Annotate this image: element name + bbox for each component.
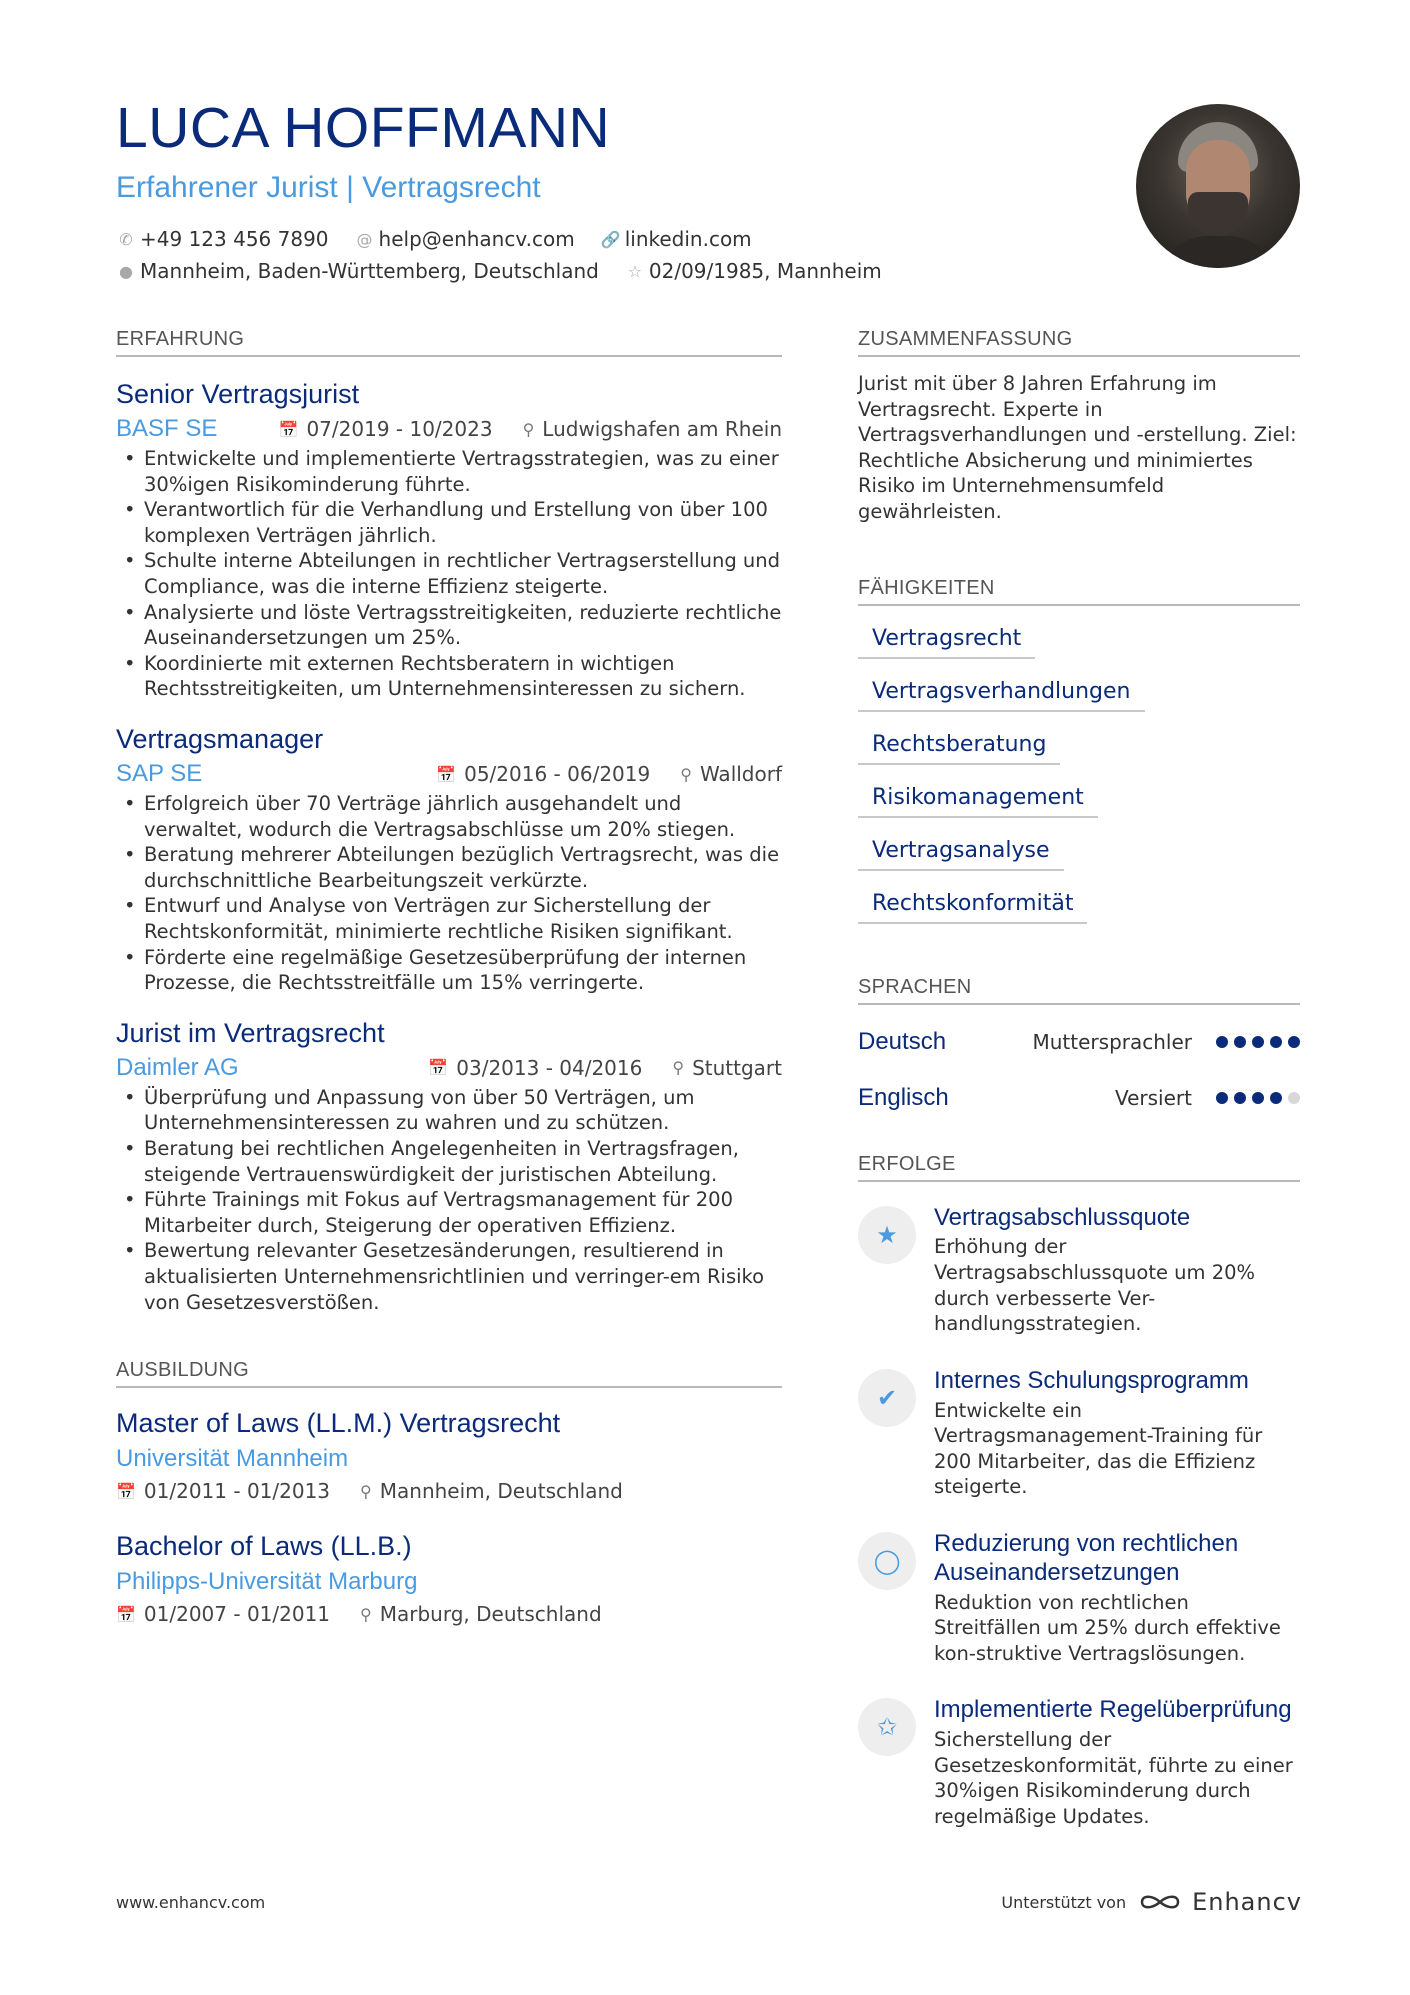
location-text: Ludwigshafen am Rhein <box>542 417 782 442</box>
job-title: Jurist im Vertragsrecht <box>116 1017 385 1048</box>
language-rating <box>1210 1036 1300 1048</box>
degree-title: Bachelor of Laws (LL.B.) <box>116 1531 412 1562</box>
achievement-item <box>858 1530 1300 1666</box>
footer-site-link[interactable]: www.enhancv.com <box>116 1892 266 1912</box>
profile-photo <box>1136 104 1300 268</box>
job-title: Senior Vertragsjurist <box>116 379 360 409</box>
language-row <box>858 1079 1300 1117</box>
job-location <box>523 417 782 441</box>
linkedin-text[interactable]: linkedin.com <box>624 227 752 251</box>
lightbulb-icon: ◯ <box>858 1532 916 1590</box>
achievement-title: Implementierte Regelüberprüfung <box>934 1696 1292 1724</box>
skill-tag: Rechtskonformität <box>858 885 1087 924</box>
calendar-icon: 📅 <box>436 764 457 784</box>
rating-dot-filled <box>1270 1036 1282 1048</box>
right-column <box>858 328 1300 1829</box>
education-entry <box>116 1408 782 1503</box>
left-column <box>116 328 782 1626</box>
job-bullets <box>116 791 782 996</box>
enhancv-logo-icon <box>1138 1891 1182 1913</box>
rating-dot-empty <box>1288 1092 1300 1104</box>
school-name: Universität Mannheim <box>116 1445 349 1473</box>
bullet-item: • Erfolgreich über 70 Verträge jährlich ausgehandelt und verwaltet, wodurch die Vertragsabschlüsse um 20% stiegen. <box>116 791 782 842</box>
contact-info <box>116 223 1116 287</box>
birth-text: 02/09/1985, Mannheim <box>648 259 882 283</box>
check-icon: ✔ <box>858 1369 916 1427</box>
location-pin-icon: ⚲ <box>522 419 535 439</box>
language-level: Versiert <box>1114 1085 1192 1110</box>
language-name: Englisch <box>858 1083 949 1111</box>
achievement-desc: Reduktion von rechtlichen Streitfällen um 25% durch effektive kon-struktive Vertragslösungen. <box>934 1590 1281 1665</box>
bullet-item: • Entwickelte und implementierte Vertragsstrategien, was zu einer 30%igen Risikominderung führte. <box>116 446 782 497</box>
edu-dates <box>116 1479 330 1503</box>
edu-dates <box>116 1602 330 1626</box>
rating-dot-filled <box>1252 1036 1264 1048</box>
phone-contact <box>116 227 329 251</box>
language-level: Muttersprachler <box>1032 1029 1192 1054</box>
powered-by <box>1001 1888 1302 1916</box>
language-rating <box>1210 1092 1300 1104</box>
rating-dot-filled <box>1270 1092 1282 1104</box>
achievement-item <box>858 1696 1300 1829</box>
job-dates <box>436 762 650 786</box>
achievement-desc: Entwickelte ein Vertragsmanagement-Training für 200 Mitarbeiter, das die Effizienz steigerte. <box>934 1398 1263 1499</box>
candidate-name: LUCA HOFFMANN <box>116 96 611 160</box>
achievement-item <box>858 1204 1300 1337</box>
location-text: Mannheim, Deutschland <box>379 1479 623 1504</box>
linkedin-contact[interactable] <box>601 227 752 251</box>
phone-text: +49 123 456 7890 <box>140 227 329 251</box>
calendar-icon: 📅 <box>278 419 299 439</box>
achievement-title: Reduzierung von rechtlichen Auseinandersetzungen <box>934 1529 1239 1586</box>
calendar-icon: 📅 <box>428 1058 449 1078</box>
star-icon: ★ <box>858 1206 916 1264</box>
at-icon: @ <box>356 229 373 249</box>
skill-tag: Vertragsrecht <box>858 620 1035 659</box>
achievement-title: Internes Schulungsprogramm <box>934 1366 1249 1394</box>
location-pin-icon: ⚲ <box>680 764 692 784</box>
summary-text: Jurist mit über 8 Jahren Erfahrung im Vertragsrecht. Experte in Vertragsverhandlungen und -erstellung. Ziel: Rechtliche Absicherung und minimiertes Risiko im Unternehmensumfeld gewährleisten. <box>858 372 1297 523</box>
rating-dot-filled <box>1234 1036 1246 1048</box>
job-title: Vertragsmanager <box>116 723 324 754</box>
bullet-item: • Analysierte und löste Vertragsstreitigkeiten, reduzierte rechtliche Auseinandersetzungen um 25%. <box>116 600 782 651</box>
brand-name: Enhancv <box>1192 1888 1302 1916</box>
skill-tag: Risikomanagement <box>858 779 1098 818</box>
company-name: SAP SE <box>116 760 203 788</box>
phone-icon: ✆ <box>119 229 133 249</box>
skill-tag: Rechtsberatung <box>858 726 1060 765</box>
rating-dot-filled <box>1216 1092 1228 1104</box>
achievement-title: Vertragsabschlussquote <box>934 1203 1191 1231</box>
company-name: Daimler AG <box>116 1053 239 1081</box>
language-name: Deutsch <box>858 1027 947 1055</box>
section-heading-experience: ERFAHRUNG <box>116 328 782 357</box>
dates-text: 01/2007 - 01/2011 <box>143 1602 331 1627</box>
resume-header <box>116 96 1116 287</box>
section-heading-achievements: ERFOLGE <box>858 1153 1300 1182</box>
dates-text: 07/2019 - 10/2023 <box>306 417 493 442</box>
email-contact[interactable] <box>355 227 575 251</box>
dates-text: 01/2011 - 01/2013 <box>143 1479 331 1504</box>
location-pin-icon: ● <box>119 261 133 281</box>
section-heading-education: AUSBILDUNG <box>116 1359 782 1388</box>
location-contact <box>116 259 599 283</box>
bullet-item: • Beratung mehrerer Abteilungen bezüglich Vertragsrecht, was die durchschnittliche Bearbeitungszeit verkürzte. <box>116 842 782 893</box>
location-text: Stuttgart <box>692 1055 782 1080</box>
company-name: BASF SE <box>116 415 218 443</box>
location-text: Marburg, Deutschland <box>379 1602 602 1627</box>
calendar-icon: 📅 <box>116 1604 136 1624</box>
job-dates <box>279 417 493 441</box>
edu-location <box>360 1602 602 1626</box>
link-icon: 🔗 <box>600 229 621 249</box>
bullet-item: • Koordinierte mit externen Rechtsberatern in wichtigen Rechtsstreitigkeiten, um Unternehmensinteressen zu sichern. <box>116 651 782 702</box>
experience-entry <box>116 379 782 702</box>
rating-dot-filled <box>1288 1036 1300 1048</box>
job-location <box>672 1056 782 1080</box>
email-text[interactable]: help@enhancv.com <box>378 227 575 251</box>
bullet-item: • Förderte eine regelmäßige Gesetzesüberprüfung der internen Prozesse, die Rechtsstreitfälle um 15% verringerte. <box>116 945 782 996</box>
degree-title: Master of Laws (LL.M.) Vertragsrecht <box>116 1408 561 1439</box>
skill-tag: Vertragsanalyse <box>858 832 1064 871</box>
location-text: Mannheim, Baden-Württemberg, Deutschland <box>140 259 599 283</box>
section-heading-skills: FÄHIGKEITEN <box>858 577 1300 606</box>
bullet-item: • Bewertung relevanter Gesetzesänderungen, resultierend in aktualisierten Unternehmensrichtlinien und verringer-em Risiko von Gesetzesverstößen. <box>116 1238 782 1315</box>
experience-entry <box>116 1018 782 1315</box>
bullet-item: • Überprüfung und Anpassung von über 50 Verträgen, um Unternehmensinteressen zu wahren und zu schützen. <box>116 1085 782 1136</box>
bullet-item: • Schulte interne Abteilungen in rechtlicher Vertragserstellung und Compliance, was die interne Effizienz steigerte. <box>116 548 782 599</box>
achievement-item <box>858 1367 1300 1500</box>
bullet-item: • Entwurf und Analyse von Verträgen zur Sicherstellung der Rechtskonformität, minimierte rechtliche Risiken signifikant. <box>116 893 782 944</box>
education-entry <box>116 1531 782 1626</box>
job-dates <box>428 1056 642 1080</box>
rating-dot-filled <box>1252 1092 1264 1104</box>
section-heading-summary: ZUSAMMENFASSUNG <box>858 328 1300 357</box>
job-location <box>680 762 782 786</box>
page-footer <box>116 1888 1302 1916</box>
edu-location <box>360 1479 623 1503</box>
experience-entry <box>116 724 782 996</box>
location-pin-icon: ⚲ <box>360 1604 372 1624</box>
dates-text: 03/2013 - 04/2016 <box>456 1055 643 1080</box>
dates-text: 05/2016 - 06/2019 <box>464 762 651 787</box>
language-row <box>858 1023 1300 1061</box>
job-bullets <box>116 446 782 702</box>
school-name: Philipps-Universität Marburg <box>116 1568 418 1596</box>
section-heading-languages: SPRACHEN <box>858 976 1300 1005</box>
job-bullets <box>116 1085 782 1315</box>
skill-tag: Vertragsverhandlungen <box>858 673 1145 712</box>
powered-text: Unterstützt von <box>1001 1892 1127 1912</box>
star-outline-icon: ✩ <box>858 1698 916 1756</box>
location-pin-icon: ⚲ <box>672 1058 685 1078</box>
achievement-desc: Sicherstellung der Gesetzeskonformität, führte zu einer 30%igen Risikominderung durch regelmäßige Updates. <box>934 1728 1293 1828</box>
skills-list <box>858 620 1300 938</box>
rating-dot-filled <box>1234 1092 1246 1104</box>
star-outline-icon: ☆ <box>627 261 643 281</box>
calendar-icon: 📅 <box>116 1481 136 1501</box>
achievement-desc: Erhöhung der Vertragsabschlussquote um 20% durch verbesserte Ver-handlungsstrategien. <box>934 1235 1256 1336</box>
candidate-title: Erfahrener Jurist | Vertragsrecht <box>116 171 541 204</box>
location-pin-icon: ⚲ <box>360 1481 372 1501</box>
birth-contact <box>625 259 882 283</box>
rating-dot-filled <box>1216 1036 1228 1048</box>
location-text: Walldorf <box>699 762 782 787</box>
bullet-item: • Beratung bei rechtlichen Angelegenheiten in Vertragsfragen, steigende Vertrauenswürdigkeit der juristischen Abteilung. <box>116 1136 782 1187</box>
bullet-item: • Führte Trainings mit Fokus auf Vertragsmanagement für 200 Mitarbeiter durch, Steigerung der operativen Effizienz. <box>116 1187 782 1238</box>
bullet-item: • Verantwortlich für die Verhandlung und Erstellung von über 100 komplexen Verträgen jährlich. <box>116 497 782 548</box>
